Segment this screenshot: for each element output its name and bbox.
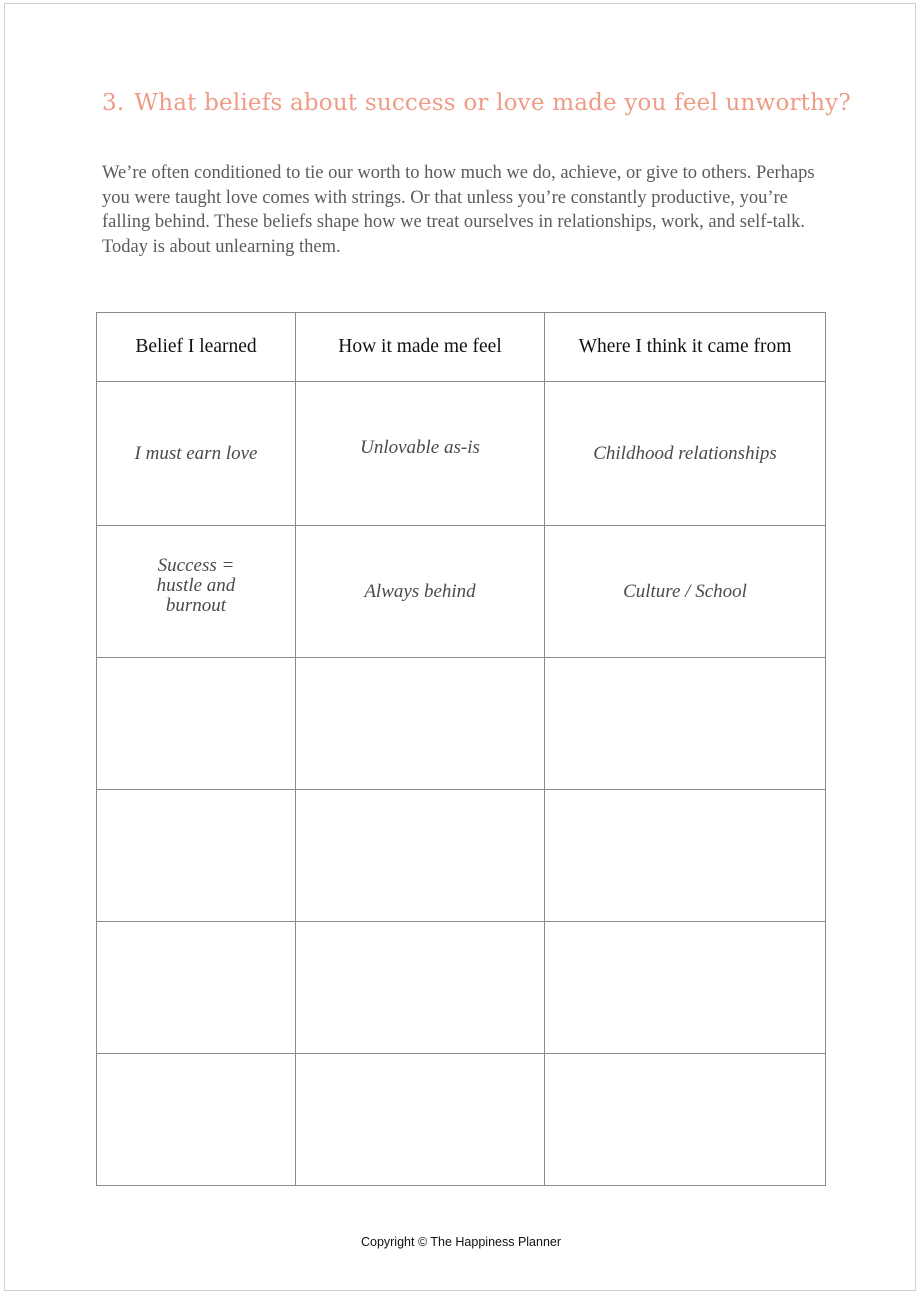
origin-cell[interactable] — [545, 658, 826, 790]
question-number: 3. — [102, 90, 125, 116]
column-header-origin: Where I think it came from — [545, 313, 826, 382]
copyright-footer: Copyright © The Happiness Planner — [360, 1235, 562, 1249]
intro-paragraph: We’re often conditioned to tie our worth to how much we do, achieve, or give to others. Perhaps you were taught love comes with strings. Or that unless you’re constantly productive, you’re falling behind. These beliefs shape how we treat ourselves in relationships, work, and self-talk. Today is about unlearning them. — [102, 163, 815, 257]
origin-cell[interactable]: Childhood relationships — [545, 382, 826, 526]
table-row — [97, 382, 826, 526]
belief-cell[interactable] — [97, 526, 296, 658]
feeling-cell[interactable] — [296, 790, 545, 922]
origin-cell[interactable]: Culture / School — [545, 526, 826, 658]
page-title — [102, 90, 882, 116]
feeling-cell[interactable] — [296, 922, 545, 1054]
worksheet-page — [4, 3, 916, 1291]
feeling-cell[interactable] — [296, 1054, 545, 1186]
table-row — [97, 790, 826, 922]
column-header-feeling: How it made me feel — [296, 313, 545, 382]
feeling-cell[interactable]: Unlovable as-is — [296, 382, 545, 526]
beliefs-table — [96, 312, 826, 1186]
origin-cell[interactable] — [545, 922, 826, 1054]
origin-cell[interactable] — [545, 790, 826, 922]
belief-cell[interactable] — [97, 658, 296, 790]
question-text: What beliefs about success or love made you feel unworthy? — [134, 90, 851, 116]
feeling-cell[interactable] — [296, 658, 545, 790]
table-row — [97, 922, 826, 1054]
belief-cell[interactable]: I must earn love — [97, 382, 296, 526]
origin-cell[interactable] — [545, 1054, 826, 1186]
column-header-belief: Belief I learned — [97, 313, 296, 382]
belief-cell[interactable] — [97, 790, 296, 922]
belief-cell[interactable] — [97, 922, 296, 1054]
belief-text: Success = hustle and burnout — [156, 554, 236, 616]
table-row — [97, 1054, 826, 1186]
belief-cell[interactable] — [97, 1054, 296, 1186]
table-row — [97, 658, 826, 790]
table-row — [97, 526, 826, 658]
table-header-row — [97, 313, 826, 382]
feeling-cell[interactable]: Always behind — [296, 526, 545, 658]
